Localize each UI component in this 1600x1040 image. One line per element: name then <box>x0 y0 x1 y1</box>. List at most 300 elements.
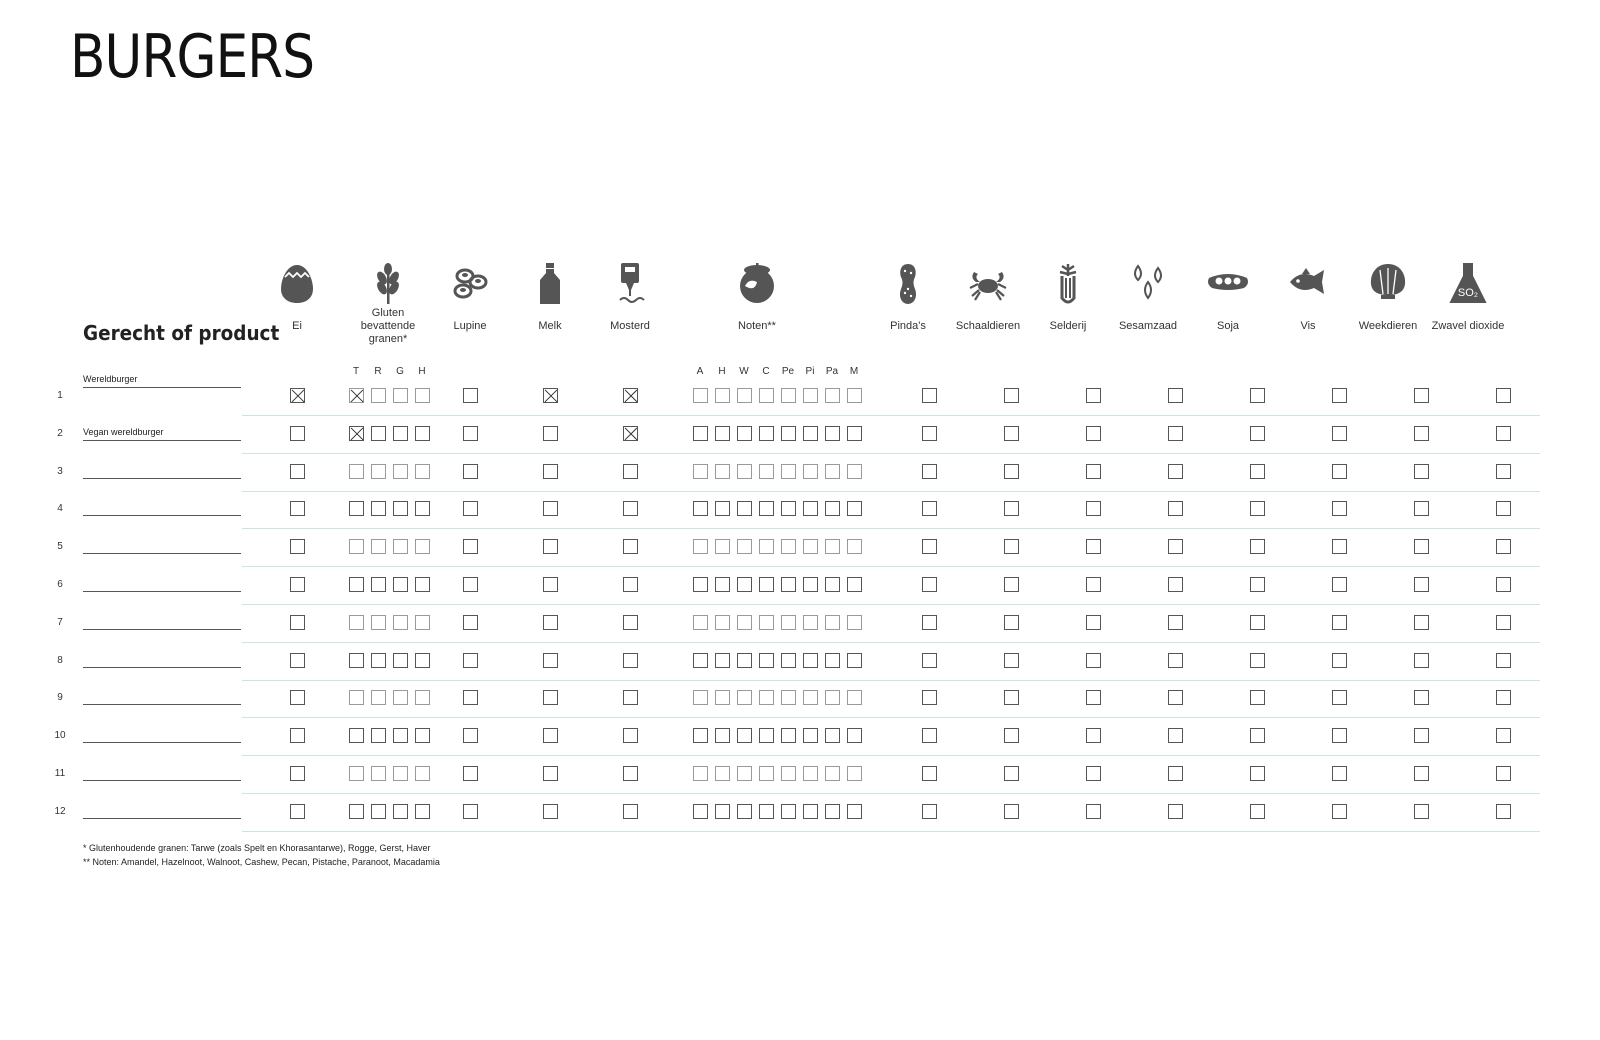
checkbox-noten-pe[interactable] <box>781 501 796 516</box>
checkbox-lupine[interactable] <box>463 653 478 668</box>
product-name-field[interactable] <box>83 728 241 743</box>
checkbox-melk[interactable] <box>543 728 558 743</box>
checkbox-gluten-t[interactable] <box>349 690 364 705</box>
checkbox-noten-w[interactable] <box>737 766 752 781</box>
checkbox-selderij[interactable] <box>1086 464 1101 479</box>
checkbox-sesamzaad[interactable] <box>1168 690 1183 705</box>
checkbox-pinda[interactable] <box>922 464 937 479</box>
checkbox-weekdieren[interactable] <box>1414 388 1429 403</box>
checkbox-noten-pe[interactable] <box>781 577 796 592</box>
checkbox-soja[interactable] <box>1250 464 1265 479</box>
checkbox-noten-h[interactable] <box>715 501 730 516</box>
checkbox-zwavel[interactable] <box>1496 690 1511 705</box>
product-name-field[interactable] <box>83 577 241 592</box>
checkbox-gluten-r[interactable] <box>371 653 386 668</box>
checkbox-zwavel[interactable] <box>1496 464 1511 479</box>
checkbox-selderij[interactable] <box>1086 728 1101 743</box>
checkbox-noten-w[interactable] <box>737 690 752 705</box>
checkbox-weekdieren[interactable] <box>1414 539 1429 554</box>
checkbox-vis[interactable] <box>1332 577 1347 592</box>
checkbox-noten-pa[interactable] <box>825 728 840 743</box>
checkbox-noten-pi[interactable] <box>803 577 818 592</box>
checkbox-mosterd[interactable] <box>623 539 638 554</box>
checkbox-gluten-h[interactable] <box>415 388 430 403</box>
checkbox-noten-h[interactable] <box>715 388 730 403</box>
checkbox-noten-pi[interactable] <box>803 501 818 516</box>
checkbox-selderij[interactable] <box>1086 804 1101 819</box>
checkbox-melk[interactable] <box>543 615 558 630</box>
checkbox-noten-w[interactable] <box>737 615 752 630</box>
checkbox-noten-h[interactable] <box>715 577 730 592</box>
checkbox-melk[interactable] <box>543 577 558 592</box>
checkbox-melk[interactable] <box>543 766 558 781</box>
checkbox-noten-c[interactable] <box>759 426 774 441</box>
checkbox-noten-a[interactable] <box>693 426 708 441</box>
checkbox-soja[interactable] <box>1250 388 1265 403</box>
checkbox-noten-w[interactable] <box>737 388 752 403</box>
checkbox-noten-c[interactable] <box>759 577 774 592</box>
checkbox-lupine[interactable] <box>463 690 478 705</box>
checkbox-noten-m[interactable] <box>847 464 862 479</box>
checkbox-vis[interactable] <box>1332 728 1347 743</box>
checkbox-noten-pe[interactable] <box>781 653 796 668</box>
checkbox-sesamzaad[interactable] <box>1168 501 1183 516</box>
checkbox-noten-a[interactable] <box>693 539 708 554</box>
checkbox-melk[interactable] <box>543 804 558 819</box>
checkbox-noten-m[interactable] <box>847 501 862 516</box>
checkbox-gluten-g[interactable] <box>393 653 408 668</box>
checkbox-zwavel[interactable] <box>1496 615 1511 630</box>
checkbox-noten-a[interactable] <box>693 766 708 781</box>
checkbox-sesamzaad[interactable] <box>1168 653 1183 668</box>
checkbox-noten-w[interactable] <box>737 426 752 441</box>
checkbox-mosterd[interactable] <box>623 728 638 743</box>
checkbox-ei[interactable] <box>290 539 305 554</box>
checkbox-noten-pi[interactable] <box>803 653 818 668</box>
checkbox-gluten-h[interactable] <box>415 539 430 554</box>
checkbox-gluten-g[interactable] <box>393 501 408 516</box>
checkbox-ei[interactable] <box>290 766 305 781</box>
checkbox-zwavel[interactable] <box>1496 766 1511 781</box>
checkbox-noten-pa[interactable] <box>825 388 840 403</box>
checkbox-noten-w[interactable] <box>737 728 752 743</box>
checkbox-ei[interactable] <box>290 804 305 819</box>
checkbox-pinda[interactable] <box>922 501 937 516</box>
checkbox-pinda[interactable] <box>922 577 937 592</box>
checkbox-gluten-r[interactable] <box>371 728 386 743</box>
checkbox-zwavel[interactable] <box>1496 501 1511 516</box>
checkbox-noten-pa[interactable] <box>825 615 840 630</box>
checkbox-sesamzaad[interactable] <box>1168 388 1183 403</box>
product-name-field[interactable] <box>83 501 241 516</box>
checkbox-mosterd[interactable] <box>623 388 638 403</box>
checkbox-noten-m[interactable] <box>847 615 862 630</box>
checkbox-noten-a[interactable] <box>693 501 708 516</box>
checkbox-gluten-r[interactable] <box>371 501 386 516</box>
checkbox-gluten-h[interactable] <box>415 615 430 630</box>
checkbox-weekdieren[interactable] <box>1414 653 1429 668</box>
checkbox-sesamzaad[interactable] <box>1168 615 1183 630</box>
checkbox-sesamzaad[interactable] <box>1168 766 1183 781</box>
checkbox-weekdieren[interactable] <box>1414 501 1429 516</box>
product-name-field[interactable] <box>83 653 241 668</box>
checkbox-soja[interactable] <box>1250 539 1265 554</box>
checkbox-noten-m[interactable] <box>847 766 862 781</box>
checkbox-selderij[interactable] <box>1086 577 1101 592</box>
checkbox-weekdieren[interactable] <box>1414 690 1429 705</box>
checkbox-gluten-t[interactable] <box>349 388 364 403</box>
checkbox-gluten-g[interactable] <box>393 615 408 630</box>
checkbox-noten-w[interactable] <box>737 577 752 592</box>
checkbox-zwavel[interactable] <box>1496 804 1511 819</box>
checkbox-noten-a[interactable] <box>693 388 708 403</box>
checkbox-noten-pe[interactable] <box>781 539 796 554</box>
checkbox-noten-h[interactable] <box>715 690 730 705</box>
checkbox-noten-pa[interactable] <box>825 501 840 516</box>
checkbox-noten-h[interactable] <box>715 464 730 479</box>
checkbox-soja[interactable] <box>1250 615 1265 630</box>
product-name-field[interactable] <box>83 804 241 819</box>
checkbox-noten-pa[interactable] <box>825 539 840 554</box>
checkbox-schaaldieren[interactable] <box>1004 388 1019 403</box>
checkbox-gluten-h[interactable] <box>415 464 430 479</box>
checkbox-gluten-h[interactable] <box>415 426 430 441</box>
checkbox-pinda[interactable] <box>922 690 937 705</box>
checkbox-gluten-h[interactable] <box>415 653 430 668</box>
checkbox-gluten-g[interactable] <box>393 464 408 479</box>
checkbox-noten-pi[interactable] <box>803 615 818 630</box>
checkbox-schaaldieren[interactable] <box>1004 539 1019 554</box>
checkbox-gluten-h[interactable] <box>415 728 430 743</box>
checkbox-gluten-r[interactable] <box>371 690 386 705</box>
checkbox-ei[interactable] <box>290 653 305 668</box>
checkbox-sesamzaad[interactable] <box>1168 426 1183 441</box>
checkbox-schaaldieren[interactable] <box>1004 464 1019 479</box>
checkbox-ei[interactable] <box>290 728 305 743</box>
checkbox-soja[interactable] <box>1250 766 1265 781</box>
checkbox-noten-a[interactable] <box>693 464 708 479</box>
checkbox-sesamzaad[interactable] <box>1168 577 1183 592</box>
checkbox-noten-pe[interactable] <box>781 728 796 743</box>
checkbox-noten-c[interactable] <box>759 728 774 743</box>
checkbox-noten-h[interactable] <box>715 426 730 441</box>
checkbox-gluten-t[interactable] <box>349 728 364 743</box>
checkbox-weekdieren[interactable] <box>1414 577 1429 592</box>
checkbox-selderij[interactable] <box>1086 766 1101 781</box>
checkbox-schaaldieren[interactable] <box>1004 690 1019 705</box>
checkbox-noten-c[interactable] <box>759 804 774 819</box>
checkbox-gluten-g[interactable] <box>393 539 408 554</box>
checkbox-noten-h[interactable] <box>715 653 730 668</box>
checkbox-noten-pi[interactable] <box>803 766 818 781</box>
checkbox-noten-pi[interactable] <box>803 804 818 819</box>
checkbox-pinda[interactable] <box>922 388 937 403</box>
checkbox-pinda[interactable] <box>922 766 937 781</box>
checkbox-ei[interactable] <box>290 426 305 441</box>
checkbox-noten-pi[interactable] <box>803 690 818 705</box>
checkbox-noten-w[interactable] <box>737 501 752 516</box>
checkbox-noten-a[interactable] <box>693 690 708 705</box>
checkbox-soja[interactable] <box>1250 577 1265 592</box>
checkbox-ei[interactable] <box>290 501 305 516</box>
checkbox-vis[interactable] <box>1332 388 1347 403</box>
checkbox-selderij[interactable] <box>1086 426 1101 441</box>
checkbox-schaaldieren[interactable] <box>1004 804 1019 819</box>
checkbox-noten-c[interactable] <box>759 464 774 479</box>
checkbox-lupine[interactable] <box>463 539 478 554</box>
checkbox-noten-m[interactable] <box>847 539 862 554</box>
checkbox-gluten-g[interactable] <box>393 804 408 819</box>
checkbox-sesamzaad[interactable] <box>1168 464 1183 479</box>
checkbox-soja[interactable] <box>1250 690 1265 705</box>
checkbox-lupine[interactable] <box>463 501 478 516</box>
checkbox-gluten-r[interactable] <box>371 615 386 630</box>
checkbox-vis[interactable] <box>1332 766 1347 781</box>
checkbox-selderij[interactable] <box>1086 690 1101 705</box>
product-name-field[interactable] <box>83 539 241 554</box>
checkbox-gluten-g[interactable] <box>393 426 408 441</box>
checkbox-sesamzaad[interactable] <box>1168 728 1183 743</box>
checkbox-mosterd[interactable] <box>623 464 638 479</box>
checkbox-noten-m[interactable] <box>847 690 862 705</box>
checkbox-noten-pa[interactable] <box>825 766 840 781</box>
checkbox-mosterd[interactable] <box>623 426 638 441</box>
checkbox-pinda[interactable] <box>922 728 937 743</box>
checkbox-noten-pe[interactable] <box>781 426 796 441</box>
checkbox-noten-pi[interactable] <box>803 464 818 479</box>
checkbox-melk[interactable] <box>543 690 558 705</box>
checkbox-melk[interactable] <box>543 501 558 516</box>
checkbox-mosterd[interactable] <box>623 615 638 630</box>
checkbox-melk[interactable] <box>543 653 558 668</box>
checkbox-gluten-r[interactable] <box>371 539 386 554</box>
checkbox-noten-pa[interactable] <box>825 426 840 441</box>
checkbox-noten-c[interactable] <box>759 766 774 781</box>
checkbox-pinda[interactable] <box>922 653 937 668</box>
checkbox-noten-h[interactable] <box>715 728 730 743</box>
checkbox-schaaldieren[interactable] <box>1004 766 1019 781</box>
checkbox-gluten-g[interactable] <box>393 766 408 781</box>
checkbox-gluten-t[interactable] <box>349 501 364 516</box>
checkbox-noten-h[interactable] <box>715 615 730 630</box>
checkbox-sesamzaad[interactable] <box>1168 804 1183 819</box>
checkbox-gluten-t[interactable] <box>349 464 364 479</box>
checkbox-pinda[interactable] <box>922 539 937 554</box>
checkbox-noten-h[interactable] <box>715 804 730 819</box>
checkbox-selderij[interactable] <box>1086 388 1101 403</box>
checkbox-noten-w[interactable] <box>737 539 752 554</box>
checkbox-vis[interactable] <box>1332 426 1347 441</box>
checkbox-gluten-g[interactable] <box>393 388 408 403</box>
checkbox-mosterd[interactable] <box>623 501 638 516</box>
checkbox-gluten-r[interactable] <box>371 388 386 403</box>
checkbox-vis[interactable] <box>1332 501 1347 516</box>
checkbox-noten-a[interactable] <box>693 577 708 592</box>
product-name-field[interactable] <box>83 766 241 781</box>
checkbox-mosterd[interactable] <box>623 804 638 819</box>
checkbox-noten-a[interactable] <box>693 728 708 743</box>
checkbox-pinda[interactable] <box>922 615 937 630</box>
checkbox-noten-c[interactable] <box>759 539 774 554</box>
product-name-field[interactable]: Vegan wereldburger <box>83 426 241 441</box>
checkbox-lupine[interactable] <box>463 766 478 781</box>
checkbox-ei[interactable] <box>290 577 305 592</box>
checkbox-gluten-r[interactable] <box>371 426 386 441</box>
checkbox-noten-pi[interactable] <box>803 388 818 403</box>
checkbox-noten-c[interactable] <box>759 388 774 403</box>
checkbox-ei[interactable] <box>290 615 305 630</box>
checkbox-lupine[interactable] <box>463 426 478 441</box>
checkbox-gluten-t[interactable] <box>349 577 364 592</box>
checkbox-gluten-t[interactable] <box>349 766 364 781</box>
checkbox-schaaldieren[interactable] <box>1004 501 1019 516</box>
checkbox-gluten-r[interactable] <box>371 766 386 781</box>
checkbox-gluten-g[interactable] <box>393 728 408 743</box>
checkbox-noten-a[interactable] <box>693 615 708 630</box>
checkbox-noten-m[interactable] <box>847 728 862 743</box>
checkbox-soja[interactable] <box>1250 653 1265 668</box>
checkbox-melk[interactable] <box>543 388 558 403</box>
checkbox-noten-pa[interactable] <box>825 804 840 819</box>
checkbox-pinda[interactable] <box>922 426 937 441</box>
checkbox-lupine[interactable] <box>463 464 478 479</box>
product-name-field[interactable] <box>83 615 241 630</box>
checkbox-schaaldieren[interactable] <box>1004 426 1019 441</box>
checkbox-noten-m[interactable] <box>847 804 862 819</box>
checkbox-noten-pe[interactable] <box>781 615 796 630</box>
checkbox-zwavel[interactable] <box>1496 539 1511 554</box>
checkbox-noten-m[interactable] <box>847 426 862 441</box>
checkbox-weekdieren[interactable] <box>1414 426 1429 441</box>
checkbox-ei[interactable] <box>290 388 305 403</box>
checkbox-vis[interactable] <box>1332 464 1347 479</box>
checkbox-selderij[interactable] <box>1086 653 1101 668</box>
checkbox-gluten-r[interactable] <box>371 577 386 592</box>
checkbox-lupine[interactable] <box>463 577 478 592</box>
checkbox-vis[interactable] <box>1332 690 1347 705</box>
checkbox-noten-c[interactable] <box>759 615 774 630</box>
checkbox-noten-a[interactable] <box>693 653 708 668</box>
checkbox-melk[interactable] <box>543 464 558 479</box>
checkbox-noten-pe[interactable] <box>781 766 796 781</box>
checkbox-noten-w[interactable] <box>737 464 752 479</box>
checkbox-gluten-h[interactable] <box>415 690 430 705</box>
checkbox-weekdieren[interactable] <box>1414 615 1429 630</box>
checkbox-soja[interactable] <box>1250 804 1265 819</box>
checkbox-noten-m[interactable] <box>847 653 862 668</box>
checkbox-zwavel[interactable] <box>1496 577 1511 592</box>
checkbox-noten-pe[interactable] <box>781 388 796 403</box>
checkbox-vis[interactable] <box>1332 804 1347 819</box>
checkbox-gluten-h[interactable] <box>415 577 430 592</box>
checkbox-noten-a[interactable] <box>693 804 708 819</box>
checkbox-ei[interactable] <box>290 464 305 479</box>
checkbox-gluten-t[interactable] <box>349 539 364 554</box>
checkbox-gluten-h[interactable] <box>415 766 430 781</box>
checkbox-mosterd[interactable] <box>623 653 638 668</box>
checkbox-weekdieren[interactable] <box>1414 804 1429 819</box>
checkbox-soja[interactable] <box>1250 728 1265 743</box>
product-name-field[interactable] <box>83 464 241 479</box>
product-name-field[interactable]: Wereldburger <box>83 373 241 388</box>
checkbox-mosterd[interactable] <box>623 766 638 781</box>
checkbox-gluten-t[interactable] <box>349 426 364 441</box>
checkbox-vis[interactable] <box>1332 653 1347 668</box>
checkbox-weekdieren[interactable] <box>1414 728 1429 743</box>
checkbox-mosterd[interactable] <box>623 690 638 705</box>
checkbox-lupine[interactable] <box>463 388 478 403</box>
checkbox-gluten-t[interactable] <box>349 615 364 630</box>
checkbox-lupine[interactable] <box>463 804 478 819</box>
checkbox-zwavel[interactable] <box>1496 426 1511 441</box>
checkbox-noten-c[interactable] <box>759 690 774 705</box>
checkbox-noten-m[interactable] <box>847 388 862 403</box>
checkbox-selderij[interactable] <box>1086 615 1101 630</box>
checkbox-noten-h[interactable] <box>715 766 730 781</box>
checkbox-zwavel[interactable] <box>1496 388 1511 403</box>
checkbox-pinda[interactable] <box>922 804 937 819</box>
checkbox-noten-c[interactable] <box>759 653 774 668</box>
checkbox-gluten-r[interactable] <box>371 804 386 819</box>
checkbox-noten-pa[interactable] <box>825 653 840 668</box>
checkbox-noten-pa[interactable] <box>825 690 840 705</box>
checkbox-gluten-r[interactable] <box>371 464 386 479</box>
checkbox-zwavel[interactable] <box>1496 728 1511 743</box>
checkbox-soja[interactable] <box>1250 426 1265 441</box>
checkbox-schaaldieren[interactable] <box>1004 615 1019 630</box>
checkbox-schaaldieren[interactable] <box>1004 577 1019 592</box>
checkbox-mosterd[interactable] <box>623 577 638 592</box>
checkbox-zwavel[interactable] <box>1496 653 1511 668</box>
checkbox-schaaldieren[interactable] <box>1004 653 1019 668</box>
checkbox-schaaldieren[interactable] <box>1004 728 1019 743</box>
product-name-field[interactable] <box>83 690 241 705</box>
checkbox-soja[interactable] <box>1250 501 1265 516</box>
checkbox-gluten-t[interactable] <box>349 804 364 819</box>
checkbox-lupine[interactable] <box>463 615 478 630</box>
checkbox-sesamzaad[interactable] <box>1168 539 1183 554</box>
checkbox-noten-pa[interactable] <box>825 464 840 479</box>
checkbox-noten-pe[interactable] <box>781 690 796 705</box>
checkbox-gluten-h[interactable] <box>415 804 430 819</box>
checkbox-noten-pa[interactable] <box>825 577 840 592</box>
checkbox-gluten-h[interactable] <box>415 501 430 516</box>
checkbox-noten-w[interactable] <box>737 653 752 668</box>
checkbox-noten-h[interactable] <box>715 539 730 554</box>
checkbox-noten-pi[interactable] <box>803 539 818 554</box>
checkbox-selderij[interactable] <box>1086 501 1101 516</box>
checkbox-gluten-g[interactable] <box>393 577 408 592</box>
checkbox-noten-pe[interactable] <box>781 804 796 819</box>
checkbox-noten-c[interactable] <box>759 501 774 516</box>
checkbox-noten-pe[interactable] <box>781 464 796 479</box>
checkbox-gluten-t[interactable] <box>349 653 364 668</box>
checkbox-vis[interactable] <box>1332 615 1347 630</box>
checkbox-gluten-g[interactable] <box>393 690 408 705</box>
checkbox-melk[interactable] <box>543 539 558 554</box>
checkbox-noten-pi[interactable] <box>803 728 818 743</box>
checkbox-weekdieren[interactable] <box>1414 464 1429 479</box>
checkbox-noten-pi[interactable] <box>803 426 818 441</box>
checkbox-weekdieren[interactable] <box>1414 766 1429 781</box>
checkbox-noten-m[interactable] <box>847 577 862 592</box>
checkbox-lupine[interactable] <box>463 728 478 743</box>
checkbox-noten-w[interactable] <box>737 804 752 819</box>
checkbox-melk[interactable] <box>543 426 558 441</box>
checkbox-ei[interactable] <box>290 690 305 705</box>
checkbox-selderij[interactable] <box>1086 539 1101 554</box>
checkbox-vis[interactable] <box>1332 539 1347 554</box>
